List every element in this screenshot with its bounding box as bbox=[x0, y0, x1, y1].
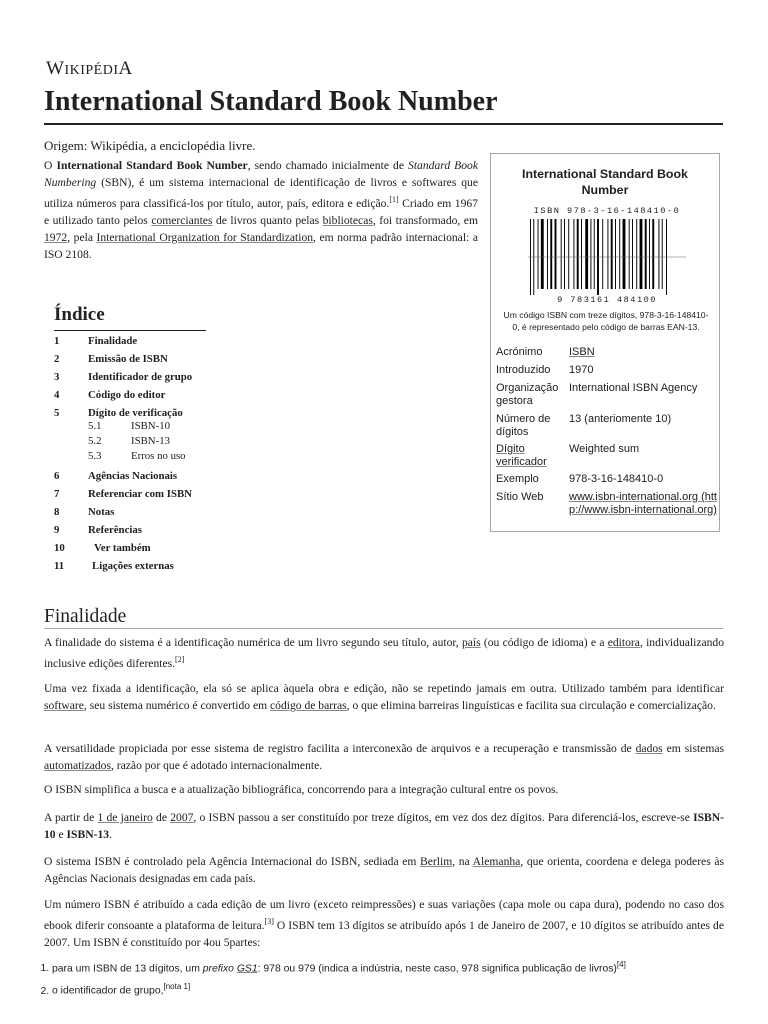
barcode-bar bbox=[564, 219, 565, 289]
paragraph-7: Um número ISBN é atribuído a cada edição de um livro (exceto reimpressões) e suas variações (capa mole ou capa dura), podendo no caso dos ebook diferir consoante a plataforma de leitura.[3] O ISBN tem 13 dígitos se atribuído após 1 de Janeiro de 2007, e 10 dígitos se atribuído antes de 2007. Um ISBN é constituído por 4ou 5partes: bbox=[44, 898, 724, 949]
lead-italic-term: Standard Book Numbering bbox=[44, 159, 478, 189]
barcode-bar bbox=[602, 219, 603, 289]
link-software[interactable]: software bbox=[44, 699, 84, 712]
link-berlim[interactable]: Berlim bbox=[420, 855, 453, 868]
barcode-bar bbox=[577, 219, 579, 289]
paragraph-6: O sistema ISBN é controlado pela Agência Internacional do ISBN, sediada em Berlim, na Alemanha, que orienta, coordena e delega poderes às Agências Nacionais designadas em cada país. bbox=[44, 855, 724, 885]
ref-link[interactable]: [2] bbox=[175, 655, 185, 664]
parts-list bbox=[30, 956, 732, 1001]
barcode-bar bbox=[550, 219, 552, 289]
toc-item-11[interactable]: 11 Ligações externas bbox=[54, 560, 174, 572]
link-iso[interactable]: International Organization for Standardization bbox=[96, 230, 314, 244]
link-1972[interactable]: 1972 bbox=[44, 230, 68, 244]
barcode-bar bbox=[538, 219, 539, 289]
check-digit-link[interactable]: Dígito verificador bbox=[496, 443, 547, 468]
paragraph-4: O ISBN simplifica a busca e a atualização bibliográfica, concorrendo para a integração cultural entre os povos. bbox=[44, 783, 559, 796]
infobox: International Standard Book Number ISBN 978-3-16-148410-0 9 783161 484100 Um código ISBN com treze dígitos, 978-3-16-148410-0, é representado pelo código de barras EAN-13. Acrónimo ISBN Introduzido 1970 Organização gestora International ISBN Agency Número de dígitos 13 (anteriomente 10) Dígito verificador Weighted sum Exemplo 978-3-16-148410-0 Sítio Web www.isbn-international.org (http://www.isbn-international.org) bbox=[490, 153, 720, 532]
barcode-bar bbox=[547, 219, 548, 289]
website-link[interactable]: www.isbn-international.org (http://www.isbn-international.org) bbox=[569, 491, 717, 516]
barcode-bar bbox=[615, 219, 616, 289]
barcode-bars bbox=[528, 219, 686, 295]
barcode-bar bbox=[541, 219, 544, 289]
toc-item-5-2[interactable]: 5.2 ISBN-13 bbox=[88, 435, 170, 447]
barcode-bottom-text: 9 783161 484100 bbox=[528, 295, 686, 305]
ref-link[interactable]: [1] bbox=[389, 195, 399, 204]
logo-smallcaps: IKIPÉDI bbox=[64, 63, 119, 78]
toc-item-8[interactable]: 8 Notas bbox=[54, 506, 115, 518]
infobox-title: International Standard Book Number bbox=[522, 167, 688, 197]
toc-item-5-1[interactable]: 5.1 ISBN-10 bbox=[88, 420, 170, 432]
page-title: International Standard Book Number bbox=[44, 86, 498, 117]
toc-item-4[interactable]: 4 Código do editor bbox=[54, 389, 166, 401]
barcode-bar bbox=[573, 219, 574, 289]
link-editora[interactable]: editora bbox=[607, 636, 640, 649]
barcode-bar bbox=[581, 219, 582, 289]
lead-bold-term: International Standard Book Number bbox=[56, 159, 248, 172]
toc-item-2[interactable]: 2 Emissão de ISBN bbox=[54, 353, 168, 365]
note-link[interactable]: [nota 1] bbox=[163, 982, 191, 992]
origin-note: Origem: Wikipédia, a enciclopédia livre. bbox=[44, 138, 256, 153]
toc-item-1[interactable]: 1 Finalidade bbox=[54, 335, 138, 347]
link-2007[interactable]: 2007 bbox=[170, 811, 194, 824]
link-gs1[interactable]: GS1 bbox=[236, 963, 258, 975]
list-item: 2. o identificador de grupo,[nota 1] bbox=[52, 978, 732, 999]
barcode-bar bbox=[636, 219, 637, 289]
paragraph-3: A versatilidade propiciada por esse sistema de registro facilita a interconexão de arquivos e a recuperação e transmissão de dados em sistemas automatizados, razão por que é adotado internacionalmente. bbox=[44, 742, 724, 772]
barcode-bar bbox=[594, 219, 595, 289]
barcode-bar bbox=[585, 219, 588, 289]
toc-title: Índice bbox=[54, 304, 206, 331]
wikipedia-logo[interactable] bbox=[46, 58, 133, 80]
paragraph-2: Uma vez fixada a identificação, ela só se aplica àquela obra e edição, não se repetindo jamais em outra. Utilizado também para identificar software, seu sistema numérico é convertido em código de barras, o que elimina barreiras linguísticas e facilita sua circulação e comercialização. bbox=[44, 682, 724, 712]
toc-item-5[interactable]: 5 Dígito de verificação bbox=[54, 407, 183, 419]
barcode-bar bbox=[658, 219, 659, 289]
section-divider bbox=[44, 628, 723, 629]
barcode-bar bbox=[649, 219, 650, 289]
link-1-de-janeiro[interactable]: 1 de janeiro bbox=[97, 811, 153, 824]
link-bibliotecas[interactable]: bibliotecas bbox=[322, 213, 373, 227]
barcode-bar bbox=[645, 219, 647, 289]
barcode-bar bbox=[555, 219, 557, 289]
barcode-bar bbox=[652, 219, 654, 289]
barcode-bar bbox=[568, 219, 569, 289]
title-divider bbox=[44, 123, 723, 125]
barcode-bar bbox=[623, 219, 626, 289]
paragraph-5: A partir de 1 de janeiro de 2007, o ISBN passou a ser constituído por treze dígitos, em vez dos dez dígitos. Para diferenciá-los, escreve-se ISBN-10 e ISBN-13. bbox=[44, 811, 724, 841]
barcode-bar bbox=[640, 219, 643, 289]
section-heading: Finalidade bbox=[44, 606, 127, 627]
barcode-bar bbox=[561, 219, 562, 289]
link-alemanha[interactable]: Alemanha bbox=[472, 855, 521, 868]
barcode-bar bbox=[619, 219, 620, 289]
ref-link[interactable]: [4] bbox=[616, 960, 626, 969]
barcode-bar bbox=[632, 219, 633, 289]
barcode-bar bbox=[607, 219, 608, 289]
infobox-caption: Um código ISBN com treze dígitos, 978-3-16-148410-0, é representado pelo código de barras EAN-13. bbox=[503, 310, 709, 332]
barcode-bar bbox=[629, 219, 630, 289]
toc-item-7[interactable]: 7 Referenciar com ISBN bbox=[54, 488, 192, 500]
logo-final: A bbox=[118, 58, 133, 79]
barcode-top-text: ISBN 978-3-16-148410-0 bbox=[533, 206, 681, 216]
link-dados[interactable]: dados bbox=[635, 742, 663, 755]
barcode-bar bbox=[662, 219, 663, 289]
barcode-bar bbox=[611, 219, 613, 289]
toc-item-9[interactable]: 9 Referências bbox=[54, 524, 142, 536]
logo-initial: W bbox=[46, 58, 65, 79]
link-comerciantes[interactable]: comerciantes bbox=[151, 213, 213, 227]
paragraph-1: A finalidade do sistema é a identificação numérica de um livro segundo seu título, autor, país (ou código de idioma) e a editora, individualizando inclusive edições diferentes.[2] bbox=[44, 636, 725, 670]
link-codigo-de-barras[interactable]: código de barras bbox=[270, 699, 347, 712]
list-item: 1. para um ISBN de 13 dígitos, um prefixo GS1: 978 ou 979 (indica a indústria, neste caso, 978 significa publicação de livros)[4] bbox=[52, 956, 732, 977]
toc-item-3[interactable]: 3 Identificador de grupo bbox=[54, 371, 193, 383]
toc-item-5-3[interactable]: 5.3 Erros no uso bbox=[88, 450, 186, 462]
table-of-contents bbox=[54, 304, 206, 339]
lead-paragraph: O International Standard Book Number, sendo chamado inicialmente de Standard Book Numbering (SBN), é um sistema internacional de identificação de livros e softwares que utiliza números para classificá-los por título, autor, país, editora e edição.[1] Criado em 1967 e utilizado tanto pelos comerciantes de livros quanto pelas bibliotecas, foi transformado, em 1972, pela International Organization for Standardization, em norma padrão internacional: a ISO 2108. bbox=[44, 159, 478, 261]
link-automatizados[interactable]: automatizados bbox=[44, 759, 111, 772]
isbn-link[interactable]: ISBN bbox=[569, 346, 595, 358]
toc-item-6[interactable]: 6 Agências Nacionais bbox=[54, 470, 178, 482]
toc-item-10[interactable]: 10 Ver também bbox=[54, 542, 151, 554]
barcode-bar bbox=[590, 219, 591, 289]
ref-link[interactable]: [3] bbox=[264, 917, 274, 926]
link-pais[interactable]: país bbox=[461, 636, 481, 649]
barcode-image[interactable] bbox=[528, 206, 686, 308]
